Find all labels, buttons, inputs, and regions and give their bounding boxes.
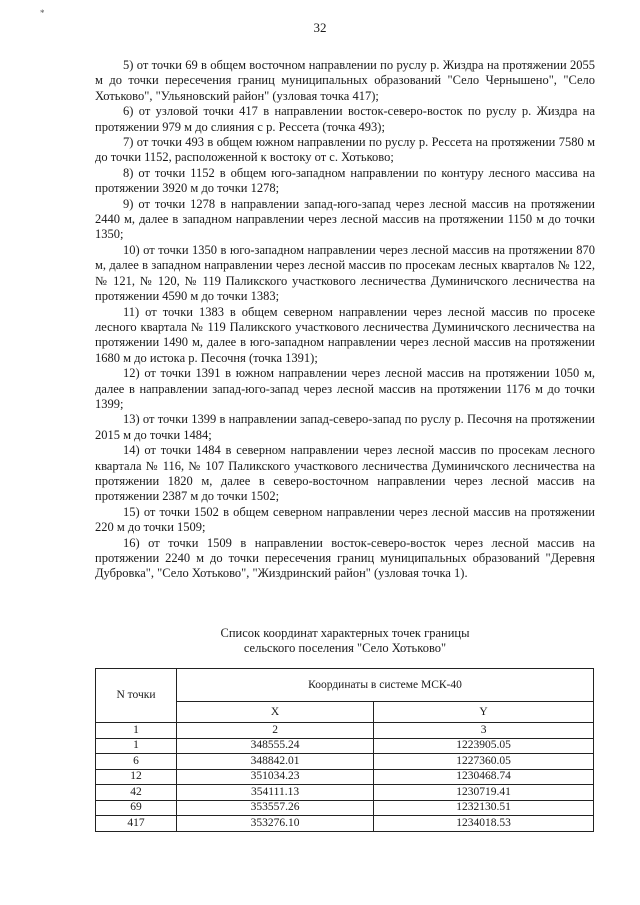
table-row — [96, 816, 594, 832]
table-row — [96, 800, 594, 816]
paragraph: 10) от точки 1350 в юго-западном направлении через лесной массив на протяжении 870 м, далее в западном направлении через лесной массив по просекам лесных кварталов № 122, № 121, № 120, № 119 Паликского участкового лесничества Думиничского лесничества на протяжении 4590 м до точки 1383; — [95, 242, 595, 304]
paragraph: 8) от точки 1152 в общем юго-западном направлении по контуру лесного массива на протяжении 3920 м до точки 1278; — [95, 165, 595, 196]
table-cell: 1230719.41 — [374, 785, 594, 801]
paragraph: 7) от точки 493 в общем южном направлении по руслу р. Рессета на протяжении 7580 м до точки 1152, расположенной к востоку от с. Хотьково; — [95, 135, 595, 165]
table-cell: 351034.23 — [177, 769, 374, 785]
table-cell: 348842.01 — [177, 754, 374, 770]
table-cell: 69 — [96, 800, 177, 816]
table-cell: 1230468.74 — [374, 769, 594, 785]
table-row — [96, 754, 594, 770]
table-cell: 353276.10 — [177, 816, 374, 832]
page-number: 32 — [313, 20, 327, 35]
table-cell: 353557.26 — [177, 800, 374, 816]
table-cell: 2 — [177, 723, 374, 739]
paragraph: 11) от точки 1383 в общем северном направлении через лесной массив по просеке лесного квартала № 119 Паликского участкового лесничества Думиничского лесничества на протяжении 1490 м, далее в юго-западном направлении через лесной массив на протяжении 1680 м до истока р. Песочня (точка 1391); — [95, 304, 595, 365]
corner-mark: * — [40, 8, 45, 18]
coordinates-table — [95, 668, 594, 832]
table-cell: 354111.13 — [177, 785, 374, 801]
paragraph: 13) от точки 1399 в направлении запад-северо-запад по руслу р. Песочня на протяжении 2015 м до точки 1484; — [95, 412, 595, 442]
paragraph: 5) от точки 69 в общем восточном направлении по руслу р. Жиздра на протяжении 2055 м до точки пересечения границ муниципальных образований "Село Чернышено", "Село Хотьково", "Ульяновский район" (узловая точка 417); — [95, 58, 595, 103]
paragraph: 14) от точки 1484 в северном направлении через лесной массив по просекам лесного квартала № 116, № 107 Паликского участкового лесничества Думиничского лесничества на протяжении 1820 м, далее в северо-восточном направлении через лесной массив на протяжении 2387 м до точки 1502; — [95, 443, 595, 504]
table-cell: 1232130.51 — [374, 800, 594, 816]
paragraph: 9) от точки 1278 в направлении запад-юго-запад через лесной массив на протяжении 2440 м, далее в западном направлении через лесной массив на протяжении 1150 м до точки 1350; — [95, 196, 595, 242]
table-cell: 3 — [374, 723, 594, 739]
table-cell: 6 — [96, 754, 177, 770]
table-index-row — [96, 723, 594, 739]
table-cell: 1227360.05 — [374, 754, 594, 770]
boundary-description — [95, 58, 595, 582]
table-cell: 12 — [96, 769, 177, 785]
table-cell: 348555.24 — [177, 738, 374, 754]
column-header-coordinates: Координаты в системе МСК-40 — [177, 669, 594, 702]
paragraph: 6) от узловой точки 417 в направлении восток-северо-восток по руслу р. Жиздра на протяжении 979 м до слияния с р. Рессета (точка 493); — [95, 104, 595, 134]
table-cell: 1 — [96, 738, 177, 754]
caption-line: Список координат характерных точек границы — [220, 626, 470, 640]
column-header-x: X — [177, 702, 374, 723]
column-header-point-number: N точки — [96, 669, 177, 723]
table-cell: 1223905.05 — [374, 738, 594, 754]
table-row — [96, 785, 594, 801]
table-row — [96, 769, 594, 785]
paragraph: 12) от точки 1391 в южном направлении через лесной массив на протяжении 1050 м, далее в направлении запад-юго-запад через лесной массив на протяжении 1176 м до точки 1399; — [95, 366, 595, 411]
table-cell: 417 — [96, 816, 177, 832]
table-cell: 1234018.53 — [374, 816, 594, 832]
table-caption — [95, 626, 595, 657]
caption-line: сельского поселения "Село Хотьково" — [243, 641, 447, 656]
table-header-row — [96, 669, 594, 702]
paragraph: 16) от точки 1509 в направлении восток-северо-восток через лесной массив на протяжении 2240 м до точки пересечения границ муниципальных образований "Деревня Дубровка", "Село Хотьково", "Жиздринский район" (узловая точка 1). — [95, 535, 595, 581]
table-row — [96, 738, 594, 754]
column-header-y: Y — [374, 702, 594, 723]
table-cell: 42 — [96, 785, 177, 801]
paragraph: 15) от точки 1502 в общем северном направлении через лесной массив на протяжении 220 м до точки 1509; — [95, 504, 595, 535]
table-cell: 1 — [96, 723, 177, 739]
